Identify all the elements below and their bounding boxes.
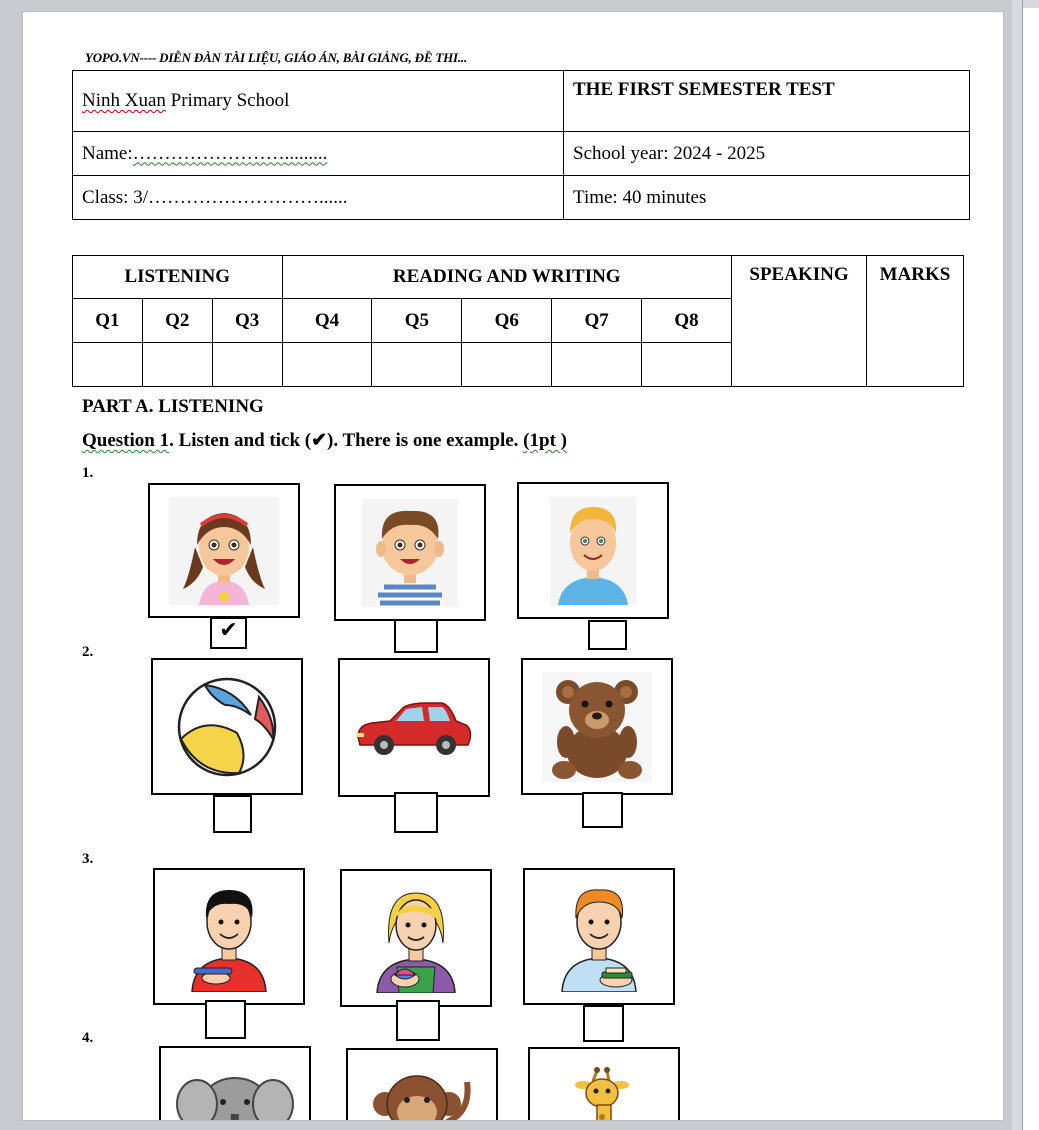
score-cell[interactable] bbox=[73, 343, 143, 387]
q-header: Q5 bbox=[372, 299, 462, 343]
score-cell[interactable] bbox=[372, 343, 462, 387]
school-info-table bbox=[72, 70, 970, 220]
elephant-icon bbox=[175, 1050, 295, 1121]
q-header: Q4 bbox=[282, 299, 372, 343]
score-cell[interactable] bbox=[282, 343, 372, 387]
score-cell[interactable] bbox=[462, 343, 552, 387]
school-suffix: Primary School bbox=[165, 90, 290, 111]
beach-ball-icon bbox=[175, 675, 279, 779]
item-number: 1. bbox=[82, 465, 94, 481]
picture-card bbox=[340, 869, 492, 1007]
question-1-label: Question 1 bbox=[82, 430, 170, 451]
picture-card bbox=[517, 482, 669, 619]
girl-green-apron-icon bbox=[373, 883, 459, 993]
school-name: Ninh Xuan bbox=[82, 90, 166, 111]
picture-card bbox=[148, 483, 300, 618]
picture-card bbox=[521, 658, 673, 795]
score-cell[interactable] bbox=[642, 343, 732, 387]
tick-box[interactable] bbox=[396, 1000, 440, 1041]
boy-ginger-hair-icon bbox=[556, 882, 642, 992]
picture-card bbox=[153, 868, 305, 1005]
tick-box[interactable] bbox=[213, 795, 252, 833]
q-header: Q3 bbox=[212, 299, 282, 343]
reading-writing-header: READING AND WRITING bbox=[282, 256, 731, 299]
picture-card bbox=[523, 868, 675, 1005]
marks-header: MARKS bbox=[867, 256, 964, 387]
school-name-cell bbox=[73, 71, 564, 132]
picture-card bbox=[151, 658, 303, 795]
score-cell[interactable] bbox=[142, 343, 212, 387]
picture-card bbox=[346, 1048, 498, 1120]
question-1-points: (1pt ) bbox=[523, 430, 567, 451]
monkey-icon bbox=[367, 1052, 477, 1121]
name-cell bbox=[73, 132, 564, 176]
item-number: 4. bbox=[82, 1030, 94, 1046]
test-title: THE FIRST SEMESTER TEST bbox=[564, 71, 970, 132]
name-label: Name: bbox=[82, 142, 133, 164]
q-header: Q6 bbox=[462, 299, 552, 343]
q-header: Q8 bbox=[642, 299, 732, 343]
bottom-gap bbox=[0, 1120, 1012, 1130]
tick-box[interactable] bbox=[588, 620, 627, 650]
listening-header: LISTENING bbox=[73, 256, 283, 299]
q-header: Q1 bbox=[73, 299, 143, 343]
item-number: 3. bbox=[82, 851, 94, 867]
picture-card bbox=[334, 484, 486, 621]
name-blank[interactable]: ……………………......... bbox=[132, 142, 328, 164]
tick-box[interactable] bbox=[394, 792, 438, 833]
picture-card bbox=[338, 658, 490, 797]
boy-blue-shirt-icon bbox=[550, 497, 636, 605]
school-year: School year: 2024 - 2025 bbox=[564, 132, 970, 176]
score-cell[interactable] bbox=[212, 343, 282, 387]
red-car-icon bbox=[354, 697, 474, 759]
question-1-text: . Listen and tick (✔). There is one example. bbox=[169, 430, 524, 451]
tick-box[interactable] bbox=[205, 1000, 246, 1039]
q-header: Q7 bbox=[552, 299, 642, 343]
class-field[interactable]: Class: 3/………………………...... bbox=[73, 176, 564, 220]
score-cell[interactable] bbox=[552, 343, 642, 387]
boy-striped-shirt-icon bbox=[362, 499, 458, 607]
teddy-bear-icon bbox=[542, 672, 652, 782]
document-page bbox=[23, 12, 1003, 1120]
site-header: YOPO.VN---- DIỄN ĐÀN TÀI LIỆU, GIÁO ÁN, BÀI GIẢNG, ĐỀ THI... bbox=[85, 50, 467, 65]
speaking-header: SPEAKING bbox=[732, 256, 867, 387]
score-table bbox=[72, 255, 964, 387]
tick-box[interactable] bbox=[394, 619, 438, 653]
next-page-strip bbox=[1012, 0, 1039, 1130]
giraffe-icon bbox=[559, 1051, 649, 1121]
boy-red-shirt-icon bbox=[186, 882, 272, 992]
picture-card bbox=[528, 1047, 680, 1120]
girl-pigtails-icon bbox=[169, 497, 279, 605]
item-number: 2. bbox=[82, 644, 94, 660]
time-limit: Time: 40 minutes bbox=[564, 176, 970, 220]
picture-card bbox=[159, 1046, 311, 1120]
next-page-edge bbox=[1023, 8, 1039, 1130]
example-tick-box[interactable]: ✔ bbox=[210, 617, 247, 649]
q-header: Q2 bbox=[142, 299, 212, 343]
tick-box[interactable] bbox=[583, 1005, 624, 1042]
part-a-title: PART A. LISTENING bbox=[82, 396, 264, 417]
tick-box[interactable] bbox=[582, 792, 623, 828]
question-1-instruction bbox=[82, 429, 567, 452]
